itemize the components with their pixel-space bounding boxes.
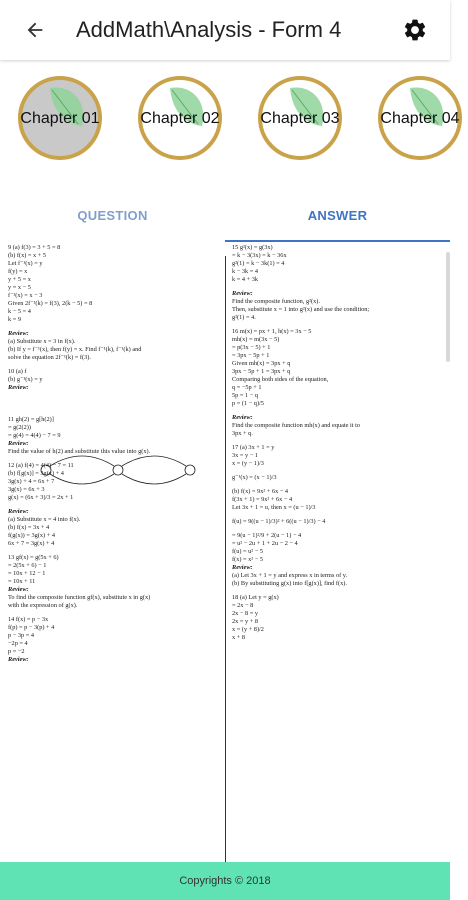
answer-line: Let f⁻¹(x) = y (8, 260, 43, 267)
answer-line: y = x − 5 (8, 284, 31, 291)
answer-line: 14 f(x) = p − 3x (8, 616, 49, 623)
answer-line: 5p = 1 − q (232, 392, 258, 399)
answer-line: f(3x + 1) = 9x² + 6x − 4 (232, 496, 293, 503)
answer-line: Review: (8, 440, 29, 447)
answer-line: = 9(u − 1)²/9 + 2(u − 1) − 4 (232, 532, 302, 539)
selected-tab-indicator (225, 240, 450, 242)
answer-line: 17 (a) 3x + 1 = y (232, 444, 275, 451)
answer-line: Find the composite function mh(x) and equate it to (232, 422, 361, 429)
answer-line: (b) f(x) = 3x + 4 (8, 524, 50, 531)
chapter-card-04[interactable] (378, 76, 462, 160)
answer-line: k − 5 = 4 (8, 308, 31, 315)
chapter-carousel[interactable] (0, 66, 460, 176)
answer-line: 3x = y − 1 (232, 452, 258, 459)
answer-line: Find the value of h(2) and substitute this value into g(x). (8, 448, 151, 455)
answer-line: (b) f[g(x)] = 3g(x) + 4 (8, 470, 64, 477)
answer-line: 6x + 7 = 3g(x) + 4 (8, 540, 55, 547)
answer-line: x + 8 (232, 634, 245, 641)
answer-line: = p(3x − 5) + 1 (232, 344, 271, 351)
footer-bar (0, 862, 450, 900)
answer-line: x = (y + 8)/2 (232, 626, 264, 633)
answer-line: Review: (8, 586, 29, 593)
chapter-card-03[interactable] (258, 76, 342, 160)
answer-line: Review: (232, 290, 253, 297)
column-divider (225, 256, 226, 862)
answer-line: = 3px − 5p + 1 (232, 352, 270, 359)
answer-line: (a) Substitute x = 3 in f(x). (8, 338, 76, 345)
answer-line: y + 5 = x (8, 276, 31, 283)
answer-line: (a) Let 3x + 1 = y and express x in terms of y. (232, 572, 348, 579)
answer-line: (b) If y = f⁻¹(x), then f(y) = x. Find f⁻¹(k), f⁻¹(k) and (8, 346, 142, 353)
answer-line: 11 gh(2) = g[h(2)] (8, 416, 54, 423)
chapter-label: Chapter 02 (140, 110, 220, 127)
answer-line: f(x) = x² − 5 (232, 556, 264, 563)
answer-line: g⁻¹(x) = (x − 1)/3 (232, 474, 277, 481)
answer-line: Review: (8, 508, 29, 515)
chapter-card-02[interactable] (138, 76, 222, 160)
answer-line: Then, substitute x = 1 into g²(x) and use the condition; (232, 306, 370, 313)
function-arrow-diagram (34, 440, 204, 500)
answer-line: f(u) = 9((u − 1)/3)² + 6((u − 1)/3) − 4 (232, 518, 326, 525)
answer-line: 3px − 5p + 1 = 3px + q (232, 368, 291, 375)
answer-line: = k − 3(3x) = k − 36x (232, 252, 287, 259)
answer-line: Let 3x + 1 = u, then x = (u − 1)/3 (232, 504, 316, 511)
answer-line: Review: (8, 656, 29, 663)
settings-gear-icon[interactable] (400, 15, 430, 45)
answer-line: 3px + q. (232, 430, 253, 437)
answer-column-right (232, 244, 444, 642)
page-title: AddMath\Analysis - Form 4 (76, 17, 342, 42)
chapter-label: Chapter 01 (20, 110, 100, 127)
answer-line: p = (1 − q)/5 (232, 400, 264, 407)
answer-line: Comparing both sides of the equation, (232, 376, 329, 383)
answer-line: 2x − 8 = y (232, 610, 258, 617)
answer-line: q = −5p + 1 (232, 384, 262, 391)
answer-line: p = −2 (8, 648, 25, 655)
answer-line: g²(1) = k − 3k(1) = 4 (232, 260, 285, 267)
answer-line: k − 3k = 4 (232, 268, 258, 275)
answer-line: 3g(x) + 4 = 6x + 7 (8, 478, 55, 485)
answer-line: f(g(x)) = 3g(x) + 4 (8, 532, 55, 539)
answer-line: 10 (a) f (8, 368, 27, 375)
answer-line: = g(4) = 4(4) − 7 = 9 (8, 432, 61, 439)
app-bar (0, 0, 450, 60)
answer-line: solve the equation 2f⁻¹(k) = f(3). (8, 354, 91, 361)
answer-line: Given 2f⁻¹(k) = f(3), 2(k − 5) = 8 (8, 300, 93, 307)
copyright-text: Copyrights © 2018 (179, 875, 271, 887)
tab-bar (0, 196, 450, 242)
answer-line: 13 gf(x) = g(5x + 6) (8, 554, 59, 561)
answer-line: with the expression of g(x). (8, 602, 78, 609)
answer-line: = 10x + 12 − 1 (8, 570, 46, 577)
answer-line: k = 9 (8, 316, 21, 323)
answer-line: (b) g⁻¹(x) = y (8, 376, 43, 383)
answer-line: 2x = y + 8 (232, 618, 258, 625)
answer-line: = 2(5x + 6) − 1 (8, 562, 47, 569)
answer-line: 12 (a) f(4) = 4(4) − 7 = 11 (8, 462, 74, 469)
answer-line: Review: (232, 564, 253, 571)
chapter-card-01[interactable] (18, 76, 102, 160)
answer-line: x = (y − 1)/3 (232, 460, 264, 467)
answer-line: Review: (8, 384, 29, 391)
chapter-label: Chapter 03 (260, 110, 340, 127)
answer-line: To find the composite function gf(x), substitute x in g(x) (8, 594, 151, 601)
answer-line: 9 (a) f(3) = 3 + 5 = 8 (8, 244, 61, 251)
answer-line: k = 4 + 3k (232, 276, 258, 283)
answer-line: 18 (a) Let y = g(x) (232, 594, 279, 601)
answer-line: = 2x − 8 (232, 602, 254, 609)
chapter-label: Chapter 04 (380, 110, 460, 127)
answer-line: f(u) = u² − 5 (232, 548, 264, 555)
answer-line: = u² − 2u + 1 + 2u − 2 − 4 (232, 540, 298, 547)
answer-line: (b) By substituting g(x) into f[g(x)], find f(x). (232, 580, 347, 587)
answer-line: −2p = 4 (8, 640, 28, 647)
answer-line: g²(1) = 4. (232, 314, 256, 321)
answer-line: 15 g²(x) = g(3x) (232, 244, 273, 251)
answer-line: 16 m(x) = px + 1, h(x) = 3x − 5 (232, 328, 312, 335)
answer-line: f⁻¹(x) = x − 3 (8, 292, 43, 299)
answer-line: f(p) = p − 3(p) + 4 (8, 624, 55, 631)
answer-line: (b) f(x) = x + 5 (8, 252, 47, 259)
scroll-indicator (446, 252, 450, 362)
answer-line: 3g(x) = 6x + 3 (8, 486, 45, 493)
answer-line: Given mh(x) = 3px + q (232, 360, 291, 367)
answer-line: g(x) = (6x + 3)/3 = 2x + 1 (8, 494, 74, 501)
answer-line: Review: (8, 330, 29, 337)
answer-line: = g(2(2)) (8, 424, 31, 431)
answer-line: = 10x + 11 (8, 578, 36, 585)
answer-line: (a) Substitute x = 4 into f(x). (8, 516, 81, 523)
tab-answer[interactable]: ANSWER (307, 208, 368, 223)
tab-question[interactable]: QUESTION (77, 208, 148, 223)
answer-line: Find the composite function, g²(x). (232, 298, 320, 305)
back-arrow-icon[interactable] (22, 17, 48, 43)
answer-line: p − 3p = 4 (8, 632, 34, 639)
answer-line: (b) f(x) = 9x² + 6x − 4 (232, 488, 289, 495)
answer-line: mh(x) = m(3x − 5) (232, 336, 280, 343)
answer-line: f(y) = x (8, 268, 28, 275)
answer-document[interactable] (0, 244, 450, 862)
answer-line: Review: (232, 414, 253, 421)
